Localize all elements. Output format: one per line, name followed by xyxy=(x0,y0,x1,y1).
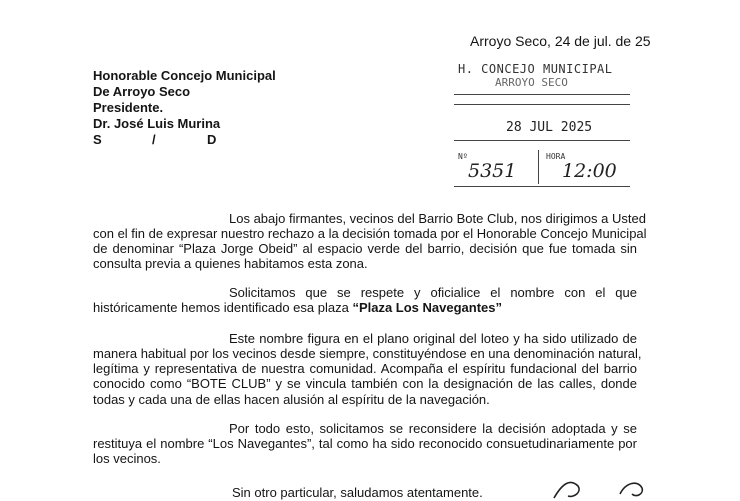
paragraph-line: Solicitamos que se respete y oficialice el nombre con el que xyxy=(229,285,637,300)
paragraph-line: conocido como “BOTE CLUB” y se vincula también con la designación de las calles, donde xyxy=(93,376,637,391)
stamp-rule xyxy=(454,140,630,141)
paragraph-line: restituya el nombre “Los Navegantes”, tal como ha sido reconocido consuetudinariamente por xyxy=(93,436,637,451)
paragraph-line xyxy=(93,300,502,316)
paragraph-line: manera habitual por los vecinos desde siempre, constituyéndose en una denominación natural, xyxy=(93,346,642,361)
recipient-line-4: Dr. José Luis Murina xyxy=(93,116,221,131)
reception-stamp xyxy=(450,56,640,196)
recipient-sd-slash: / xyxy=(152,132,156,147)
paragraph-line: Por todo esto, solicitamos se reconsidere la decisión adoptada y se xyxy=(229,421,637,436)
paragraph-line: Los abajo firmantes, vecinos del Barrio Bote Club, nos dirigimos a Usted xyxy=(229,211,646,226)
stamp-rule xyxy=(454,186,630,187)
place-date: Arroyo Seco, 24 de jul. de 25 xyxy=(470,33,651,49)
recipient-line-1: Honorable Concejo Municipal xyxy=(93,68,276,83)
paragraph-line: todas y cada una de ellas hacen alusión al espíritu de la navegación. xyxy=(93,392,490,407)
stamp-rule xyxy=(454,104,630,105)
stamp-title: H. CONCEJO MUNICIPAL xyxy=(458,62,613,76)
signature-fragment xyxy=(548,472,668,500)
stamp-rule xyxy=(454,94,630,95)
recipient-sd-d: D xyxy=(207,132,217,147)
stamp-subtitle: ARROYO SECO xyxy=(495,76,568,89)
paragraph-line: legítima y representativa de nuestra comunidad. Acompaña el espíritu fundacional del barrio xyxy=(93,361,637,376)
paragraph-line: Este nombre figura en el plano original del loteo y ha sido utilizado de xyxy=(229,331,637,346)
paragraph-line: los vecinos. xyxy=(93,451,161,466)
paragraph-line: con el fin de expresar nuestro rechazo a la decisión tomada por el Honorable Concejo Municipal xyxy=(93,226,647,241)
closing-line: Sin otro particular, saludamos atentamente. xyxy=(232,485,483,500)
plaza-name-bold: “Plaza Los Navegantes” xyxy=(352,300,502,315)
paragraph-line: de denominar “Plaza Jorge Obeid” al espacio verde del barrio, decisión que fue tomada sin xyxy=(93,241,637,256)
stamp-handwritten-time: 12:00 xyxy=(562,160,617,182)
recipient-sd-s: S xyxy=(93,132,102,147)
recipient-line-2: De Arroyo Seco xyxy=(93,84,191,99)
stamp-date: 28 JUL 2025 xyxy=(506,120,593,135)
stamp-divider xyxy=(538,150,539,184)
stamp-handwritten-number: 5351 xyxy=(468,160,517,182)
paragraph-line: consulta previa a quienes habitamos esta zona. xyxy=(93,256,368,271)
recipient-line-3: Presidente. xyxy=(93,100,164,115)
paragraph-text: históricamente hemos identificado esa plaza xyxy=(93,300,349,315)
stamp-label-time: HORA xyxy=(546,152,566,161)
stamp-label-number: Nº xyxy=(458,152,468,161)
